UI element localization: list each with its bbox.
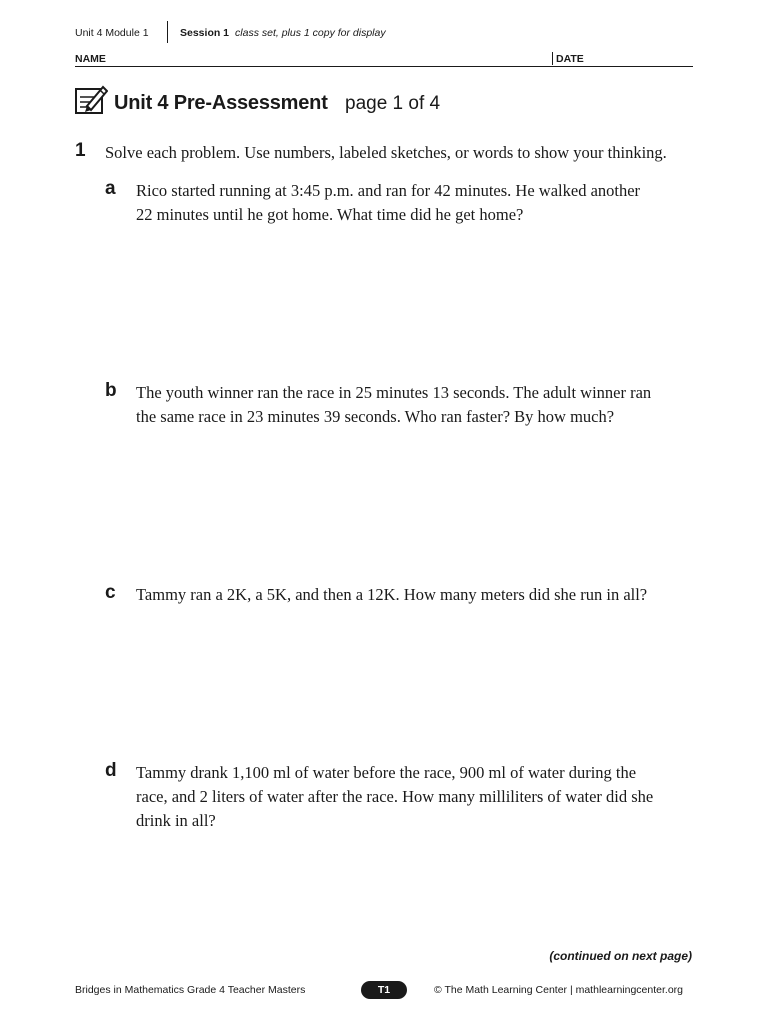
problem-line: race, and 2 liters of water after the race. How many milliliters of water did she	[136, 787, 654, 806]
date-divider	[552, 52, 553, 65]
part-letter: c	[105, 582, 116, 603]
problem-line: Tammy ran a 2K, a 5K, and then a 12K. How many meters did she run in all?	[136, 585, 648, 604]
page-number-badge: T1	[361, 981, 407, 999]
problem-text	[136, 583, 647, 607]
session-info	[180, 27, 386, 39]
page-title: Unit 4 Pre-Assessment	[114, 92, 328, 114]
page-indicator: page 1 of 4	[345, 93, 441, 114]
unit-module-label: Unit 4 Module 1	[75, 27, 149, 39]
name-date-line	[75, 66, 693, 67]
problem-line: 22 minutes until he got home. What time did he get home?	[136, 205, 524, 224]
problem-text	[136, 761, 653, 833]
footer-copyright: © The Math Learning Center | mathlearningcenter.org	[434, 984, 683, 996]
problem-text	[136, 179, 640, 227]
continued-note: (continued on next page)	[549, 949, 692, 963]
part-letter: d	[105, 760, 117, 781]
date-label: DATE	[556, 53, 584, 65]
footer-series-title: Bridges in Mathematics Grade 4 Teacher Masters	[75, 984, 306, 996]
pencil-paper-icon	[74, 83, 108, 117]
problem-line: drink in all?	[136, 811, 216, 830]
name-label: NAME	[75, 53, 106, 65]
question-instruction: Solve each problem. Use numbers, labeled sketches, or words to show your thinking.	[105, 143, 667, 162]
problem-line: Rico started running at 3:45 p.m. and ran for 42 minutes. He walked another	[136, 181, 641, 200]
session-note: class set, plus 1 copy for display	[235, 27, 386, 39]
header-divider	[167, 21, 168, 43]
problem-text	[136, 381, 651, 429]
question-number: 1	[75, 140, 86, 161]
part-letter: b	[105, 380, 117, 401]
session-label: Session 1	[180, 27, 230, 39]
problem-line: the same race in 23 minutes 39 seconds. Who ran faster? By how much?	[136, 407, 615, 426]
part-letter: a	[105, 178, 116, 199]
problem-line: The youth winner ran the race in 25 minutes 13 seconds. The adult winner ran	[136, 383, 652, 402]
problem-line: Tammy drank 1,100 ml of water before the race, 900 ml of water during the	[136, 763, 637, 782]
